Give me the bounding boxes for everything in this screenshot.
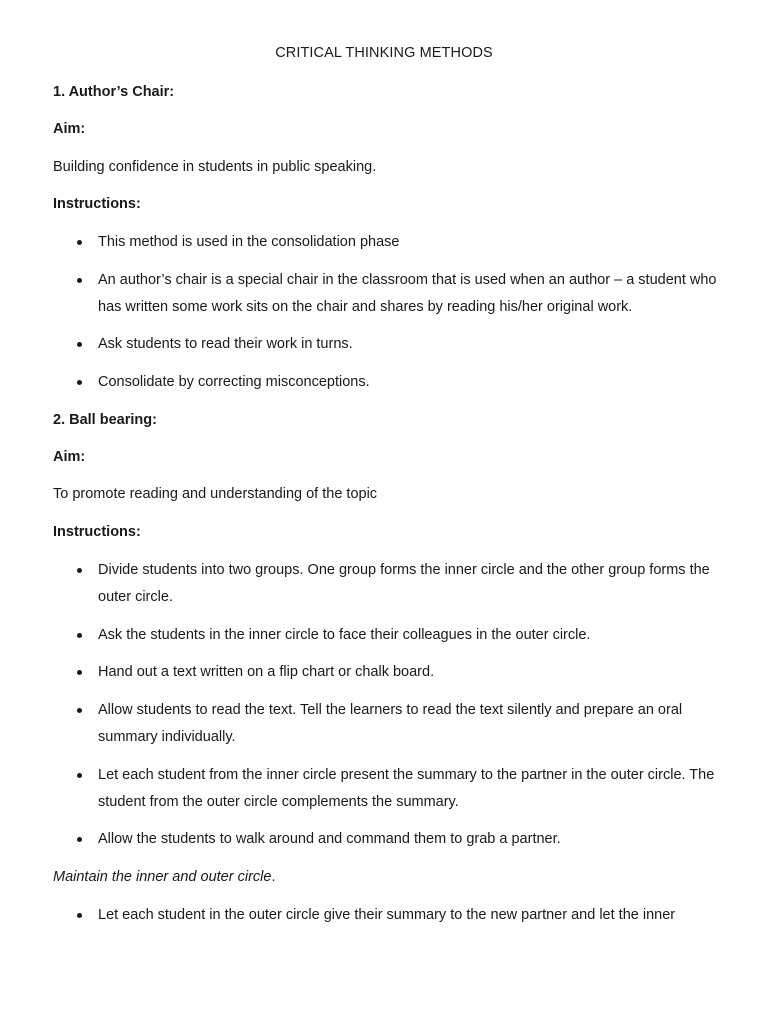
list-item: [98, 369, 728, 396]
italic-note-text: Maintain the inner and outer circle: [53, 869, 272, 885]
list-item-text: Ask students to read their work in turns.: [98, 336, 353, 352]
aim-label: Aim:: [53, 449, 86, 465]
instructions-label: Instructions:: [53, 196, 141, 212]
list-item-text: Allow the students to walk around and command them to grab a partner.: [98, 831, 561, 847]
list-item: [98, 659, 728, 686]
list-item-text: Ask the students in the inner circle to face their colleagues in the outer circle.: [98, 627, 591, 643]
page-title: CRITICAL THINKING METHODS: [275, 45, 493, 61]
list-item: [98, 331, 728, 358]
aim-text: Building confidence in students in public speaking.: [53, 159, 377, 175]
list-item: [98, 267, 728, 321]
list-item-text: Divide students into two groups. One group forms the inner circle and the other group forms the outer circle.: [98, 562, 710, 605]
list-item-text: Let each student from the inner circle present the summary to the partner in the outer circle. The student from the outer circle complements the summary.: [98, 767, 715, 810]
list-item-text: An author’s chair is a special chair in the classroom that is used when an author – a student who has written some work sits on the chair and shares by reading his/her original work.: [98, 272, 717, 315]
list-item: [98, 902, 728, 929]
list-item-text: This method is used in the consolidation phase: [98, 234, 400, 250]
list-item: [98, 229, 728, 256]
section-heading-ball-bearing: 2. Ball bearing:: [53, 412, 157, 428]
list-item-text: Let each student in the outer circle give their summary to the new partner and let the inner: [98, 907, 676, 923]
list-item: [98, 762, 728, 816]
list-item: [98, 557, 728, 611]
list-item: [98, 826, 728, 853]
list-item-text: Consolidate by correcting misconceptions.: [98, 374, 370, 390]
list-item-text: Hand out a text written on a flip chart or chalk board.: [98, 664, 435, 680]
list-item: [98, 697, 728, 751]
list-item: [98, 622, 728, 649]
section-heading-authors-chair: 1. Author’s Chair:: [53, 84, 175, 100]
aim-label: Aim:: [53, 121, 86, 137]
instructions-label: Instructions:: [53, 524, 141, 540]
list-item-text: Allow students to read the text. Tell the learners to read the text silently and prepare an oral summary individually.: [98, 702, 683, 745]
italic-note-period: .: [271, 869, 276, 885]
aim-text: To promote reading and understanding of the topic: [53, 486, 378, 502]
italic-note: [53, 869, 275, 885]
